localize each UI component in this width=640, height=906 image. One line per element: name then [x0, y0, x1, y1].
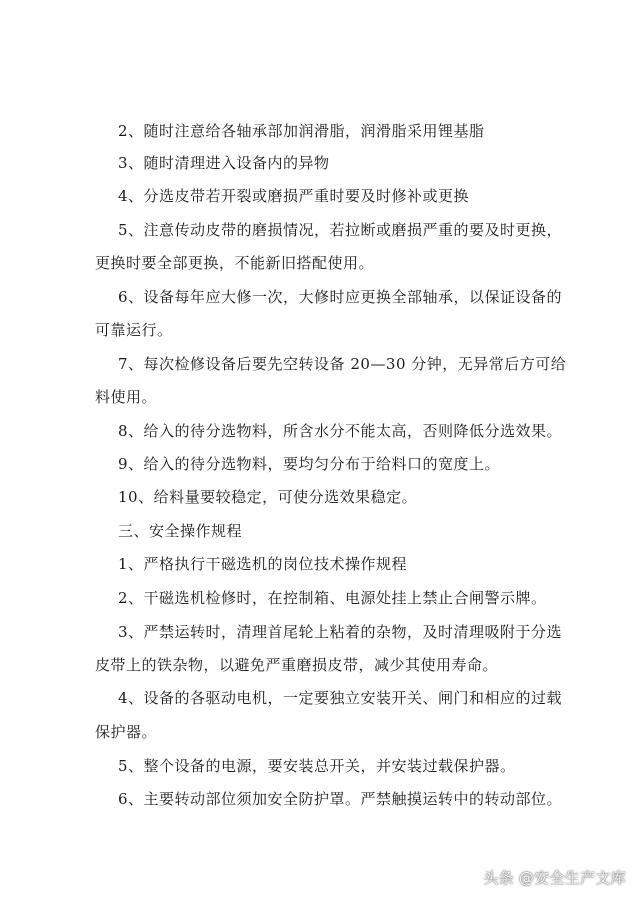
text-line: 4、分选皮带若开裂或磨损严重时要及时修补或更换 [118, 187, 470, 205]
text-line: 3、随时清理进入设备内的异物 [118, 154, 330, 172]
text-line: 料使用。 [95, 388, 158, 406]
text-line: 保护器。 [95, 723, 158, 741]
text-line: 可靠运行。 [95, 321, 173, 339]
section-heading: 三、安全操作规程 [118, 522, 243, 540]
text-line: 6、主要转动部位须加安全防护罩。严禁触摸运转中的转动部位。 [118, 790, 563, 808]
text-line: 10、给料量要较稳定，可使分选效果稳定。 [118, 488, 418, 506]
text-line: 2、随时注意给各轴承部加润滑脂，润滑脂采用锂基脂 [118, 122, 485, 140]
text-line: 2、干磁选机检修时，在控制箱、电源处挂上禁止合闸警示牌。 [118, 589, 547, 607]
text-line: 4、设备的各驱动电机，一定要独立安装开关、闸门和相应的过载 [118, 689, 563, 707]
text-line: 9、给入的待分选物料，要均匀分布于给料口的宽度上。 [118, 455, 501, 473]
watermark-label: 头条 @安全生产文库 [483, 869, 626, 887]
text-line: 7、每次检修设备后要先空转设备 20—30 分钟，无异常后方可给 [118, 355, 567, 373]
text-line: 1、严格执行干磁选机的岗位技术操作规程 [118, 555, 408, 573]
text-line: 6、设备每年应大修一次，大修时应更换全部轴承，以保证设备的 [118, 288, 563, 306]
text-line: 8、给入的待分选物料，所含水分不能太高，否则降低分选效果。 [118, 422, 563, 440]
text-line: 3、严禁运转时，清理首尾轮上粘着的杂物，及时清理吸附于分选 [118, 623, 563, 641]
text-line: 更换时要全部更换，不能新旧搭配使用。 [95, 254, 375, 272]
text-line: 皮带上的铁杂物，以避免严重磨损皮带，减少其使用寿命。 [95, 656, 499, 674]
text-line: 5、整个设备的电源，要安装总开关，并安装过载保护器。 [118, 757, 516, 775]
text-line: 5、注意传动皮带的磨损情况，若拉断或磨损严重的要及时更换， [118, 221, 563, 239]
